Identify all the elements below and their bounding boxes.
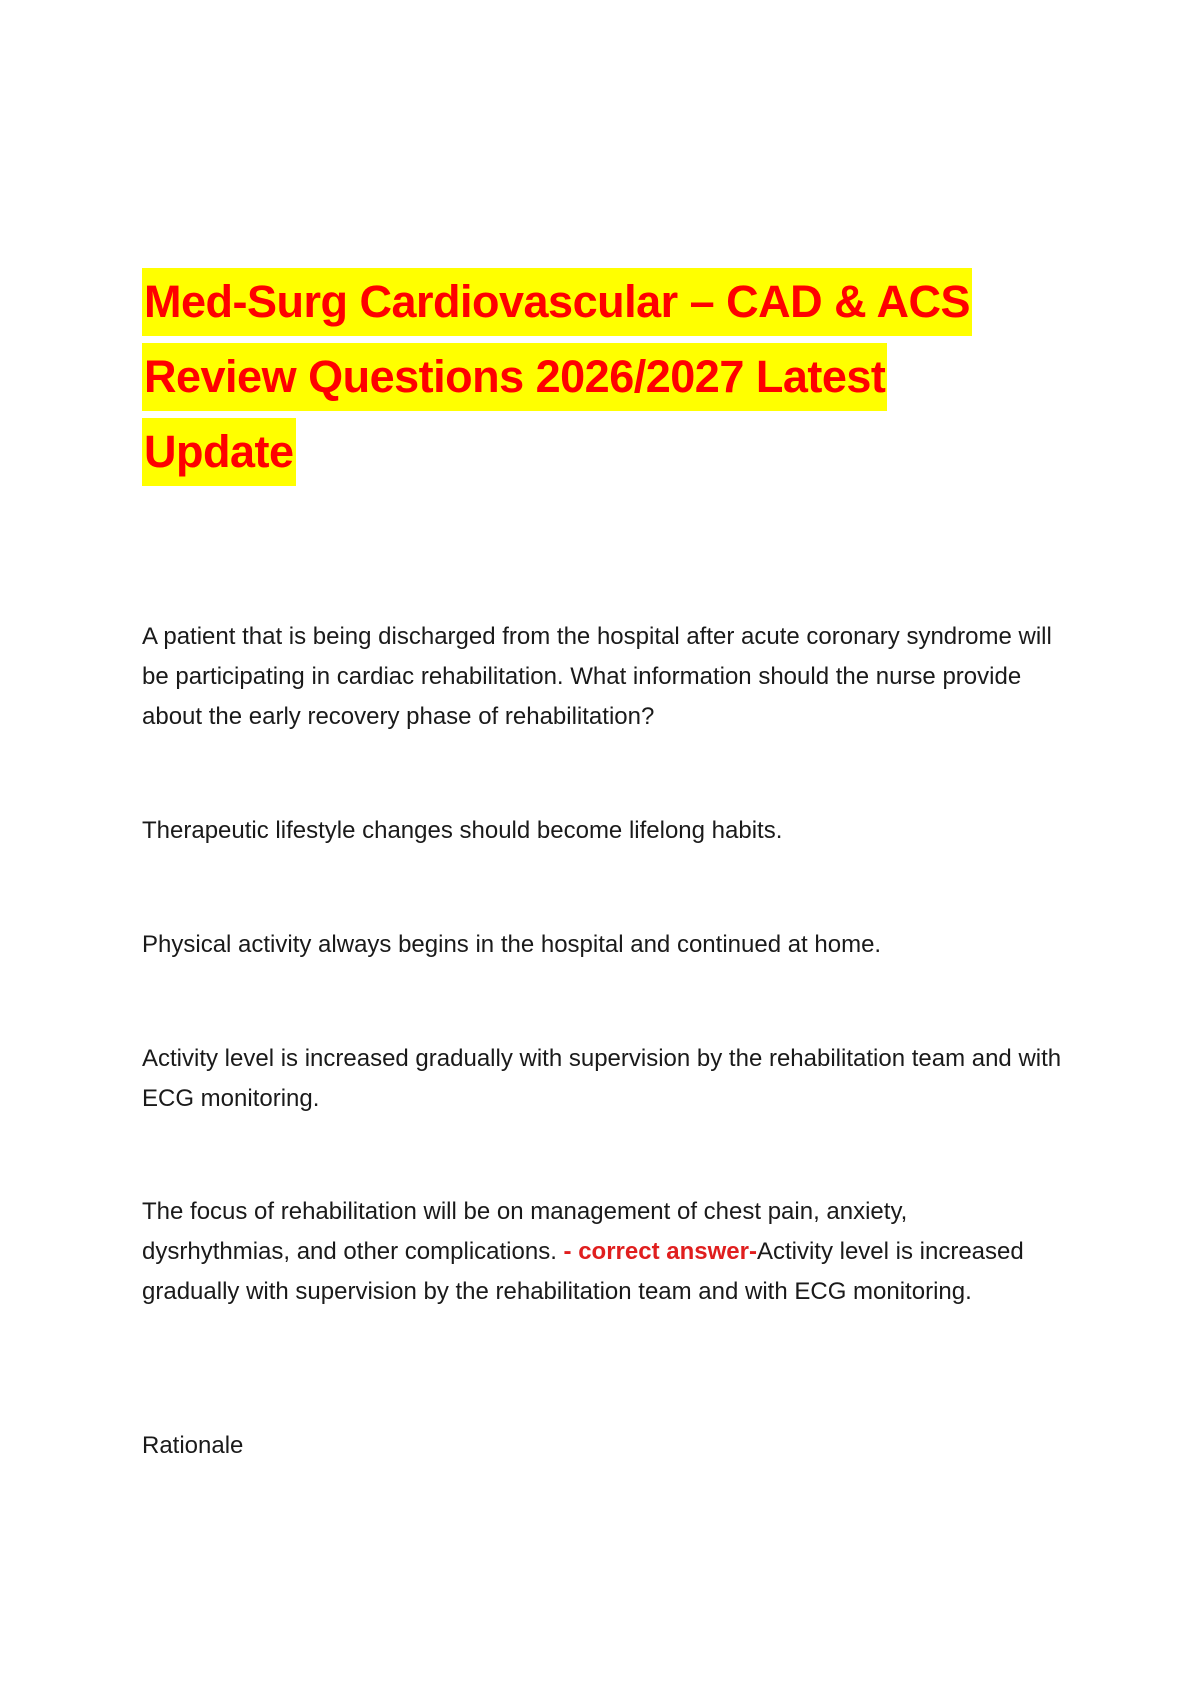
- correct-answer-text: Activity level is increased gradually with supervision by the rehabilitation team and with ECG monitoring.: [142, 1238, 1024, 1305]
- answer-option-4-with-answer: [142, 1192, 1062, 1312]
- title-line-2: Review Questions 2026/2027 Latest: [142, 343, 887, 411]
- answer-option-3: Activity level is increased gradually with supervision by the rehabilitation team and with ECG monitoring.: [142, 1045, 1062, 1112]
- document-title: [142, 268, 1042, 493]
- title-line-3: Update: [142, 418, 296, 486]
- answer-option-4: The focus of rehabilitation will be on management of chest pain, anxiety, dysrhythmias, and other complications.: [142, 1198, 908, 1265]
- rationale-label: Rationale: [142, 1432, 244, 1459]
- question-text: A patient that is being discharged from the hospital after acute coronary syndrome will be participating in cardiac rehabilitation. What information should the nurse provide about the early recovery phase of rehabilitation?: [142, 623, 1052, 730]
- answer-option-2: Physical activity always begins in the hospital and continued at home.: [142, 931, 882, 958]
- answer-option-1: Therapeutic lifestyle changes should become lifelong habits.: [142, 817, 783, 844]
- title-line-1: Med-Surg Cardiovascular – CAD & ACS: [142, 268, 972, 336]
- correct-answer-marker: - correct answer-: [563, 1238, 757, 1265]
